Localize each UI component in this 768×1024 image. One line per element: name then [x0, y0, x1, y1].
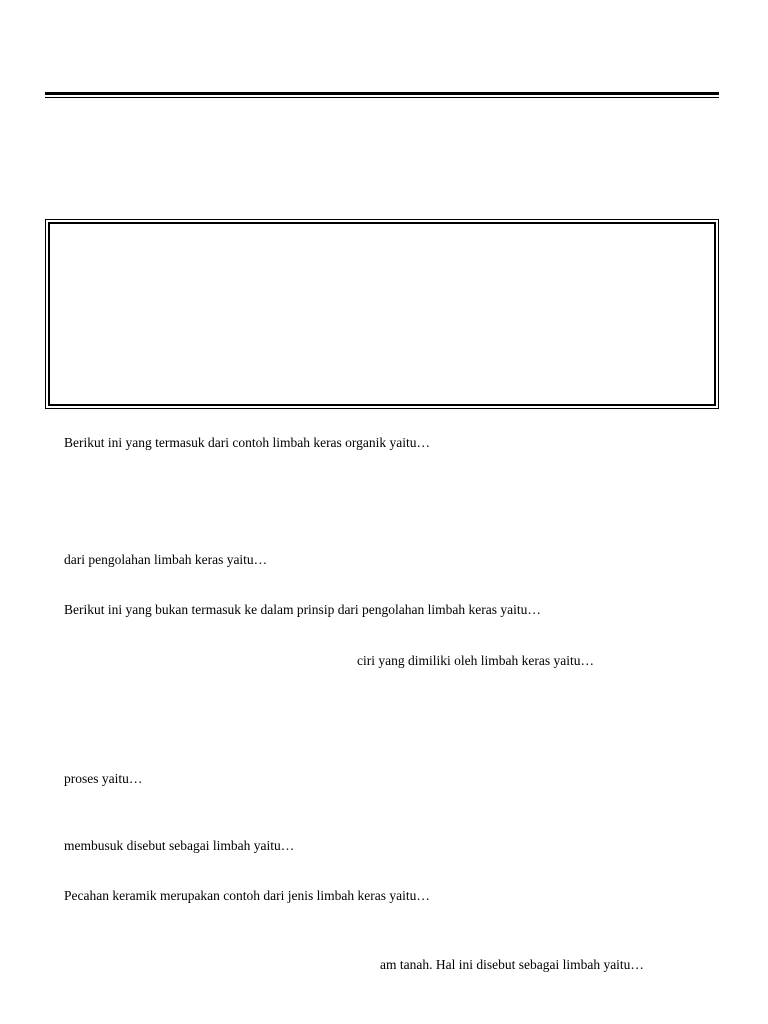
question-line-8: am tanah. Hal ini disebut sebagai limbah yaitu… — [380, 957, 644, 972]
question-line-2: dari pengolahan limbah keras yaitu… — [64, 552, 268, 567]
question-line-5: proses yaitu… — [64, 771, 143, 786]
header-rule-thick — [45, 92, 719, 95]
question-line-7: Pecahan keramik merupakan contoh dari jenis limbah keras yaitu… — [64, 888, 430, 903]
instruction-box-inner-border — [48, 222, 716, 406]
instruction-box — [45, 219, 719, 409]
header-rule-thin — [45, 97, 719, 98]
question-line-4: ciri yang dimiliki oleh limbah keras yaitu… — [357, 653, 594, 668]
question-line-3: Berikut ini yang bukan termasuk ke dalam prinsip dari pengolahan limbah keras yaitu… — [64, 602, 541, 617]
question-line-6: membusuk disebut sebagai limbah yaitu… — [64, 838, 295, 853]
question-line-1: Berikut ini yang termasuk dari contoh limbah keras organik yaitu… — [64, 435, 431, 450]
